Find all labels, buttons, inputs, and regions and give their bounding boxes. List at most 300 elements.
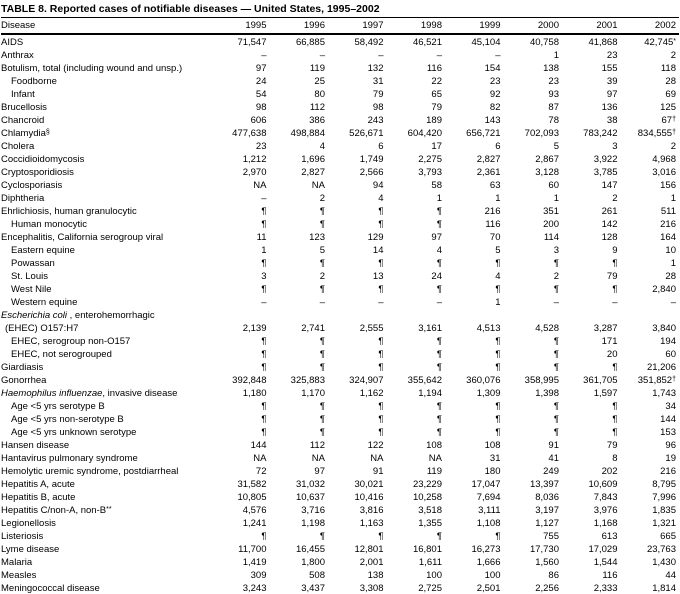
cell-value: 216	[660, 219, 676, 230]
cell-value: 3	[261, 271, 267, 282]
disease-label: Foodborne	[11, 76, 57, 87]
cell-value: ¶	[261, 258, 267, 269]
cell-value: ¶	[319, 531, 325, 542]
disease-label: Western equine	[11, 297, 78, 308]
table-row	[1, 179, 679, 192]
cell-value: 1,108	[476, 518, 501, 529]
cell-value: 7,996	[652, 492, 676, 503]
cell-value: 153	[660, 427, 676, 438]
cell-value: ¶	[319, 206, 325, 217]
cell-value: ¶	[612, 284, 618, 295]
cell-value: –	[612, 297, 618, 308]
cell-value: 613	[601, 531, 618, 542]
cell-value: 10,416	[354, 492, 384, 503]
disease-label: Lyme disease	[1, 544, 60, 555]
table-row	[1, 374, 679, 387]
cell-value: 1,800	[301, 557, 325, 568]
cell-value: 2,566	[359, 167, 384, 178]
diseases-table	[1, 17, 679, 594]
disease-label: St. Louis	[11, 271, 48, 282]
cell-value: 100	[484, 570, 501, 581]
cell-value: 79	[372, 89, 384, 100]
table-row	[1, 75, 679, 88]
cell-value: 44	[665, 570, 676, 581]
disease-label: Giardiasis	[1, 362, 44, 373]
cell-value: 3,111	[478, 505, 501, 516]
cell-value: 1,835	[652, 505, 676, 516]
cell-value: ¶	[553, 401, 559, 412]
cell-value: 116	[485, 219, 501, 230]
cell-value: 17,029	[588, 544, 618, 555]
cell-value: –	[378, 50, 384, 61]
cell-value: 12,801	[354, 544, 384, 555]
table-row	[1, 478, 679, 491]
cell-value: 498,884	[290, 128, 325, 139]
cell-value: ¶	[436, 362, 442, 373]
disease-label: Hantavirus pulmonary syndrome	[1, 453, 138, 464]
cell-value: 180	[484, 466, 501, 477]
cell-value: 1	[670, 258, 676, 269]
cell-value: 3,128	[535, 167, 559, 178]
table-row	[1, 153, 679, 166]
cell-value: ¶	[261, 336, 267, 347]
table-row	[1, 49, 679, 62]
cell-value: 8,036	[535, 492, 559, 503]
cell-value: 98	[372, 102, 384, 113]
cell-value: ¶	[378, 414, 384, 425]
cell-value: 10,805	[237, 492, 267, 503]
cell-value: 45,104	[471, 37, 501, 48]
cell-value: 3,816	[359, 505, 384, 516]
cell-value: 30,021	[354, 479, 384, 490]
cell-value: 1,180	[242, 388, 267, 399]
cell-value: 3,976	[593, 505, 618, 516]
disease-label: Cholera	[1, 141, 35, 152]
col-header-year: 1995	[245, 20, 267, 31]
cell-value: 78	[548, 115, 559, 126]
cell-value: 16,273	[471, 544, 501, 555]
cell-value: 23,229	[412, 479, 442, 490]
cell-value: 7,843	[593, 492, 618, 503]
cell-value: NA	[428, 453, 442, 464]
table-row	[1, 205, 679, 218]
cell-value: 8,795	[652, 479, 676, 490]
cell-value: –	[495, 50, 501, 61]
disease-label: Ehrlichiosis, human granulocytic	[1, 206, 137, 217]
table-row	[1, 257, 679, 270]
cell-value: 1	[495, 193, 501, 204]
cell-value: 144	[660, 414, 676, 425]
cell-value: 3,785	[593, 167, 618, 178]
cell-value: 147	[601, 180, 618, 191]
cell-value: 5	[319, 245, 325, 256]
cell-value: ¶	[261, 414, 267, 425]
cell-value: 24	[431, 271, 442, 282]
cell-value: ¶	[612, 362, 618, 373]
cell-value: ¶	[612, 427, 618, 438]
cell-value: ¶	[378, 219, 384, 230]
cell-value: 23,763	[646, 544, 676, 555]
cell-value: 1,168	[593, 518, 618, 529]
cell-value: 243	[367, 115, 384, 126]
disease-label: EHEC, serogroup non-O157	[11, 336, 131, 347]
cell-value: 1	[261, 245, 267, 256]
cell-value: 3,793	[418, 167, 442, 178]
cell-value: 125	[660, 102, 676, 113]
cell-value: 41,868	[588, 37, 618, 48]
cell-value: 324,907	[349, 375, 384, 386]
cell-value: 526,671	[349, 128, 384, 139]
cell-value: 96	[665, 440, 676, 451]
table-row	[1, 309, 679, 335]
cell-value: 1,309	[476, 388, 501, 399]
cell-value: 138	[367, 570, 384, 581]
cell-value: ¶	[436, 401, 442, 412]
disease-label: Listeriosis	[1, 531, 44, 542]
cell-value: 216	[484, 206, 501, 217]
table-row	[1, 88, 679, 101]
cell-value: –	[319, 50, 325, 61]
cell-value: 93	[548, 89, 559, 100]
disease-label: West Nile	[11, 284, 52, 295]
cell-value: 132	[367, 63, 384, 74]
cell-value: 360,076	[466, 375, 501, 386]
cell-value: 142	[601, 219, 618, 230]
cell-value: ¶	[378, 427, 384, 438]
table-row	[1, 296, 679, 309]
disease-label: Hepatitis A, acute	[1, 479, 75, 490]
cell-value: 41	[548, 453, 559, 464]
cell-value: 86	[548, 570, 559, 581]
cell-value: ¶	[612, 401, 618, 412]
cell-value: 1,743	[652, 388, 676, 399]
cell-value: ¶	[261, 531, 267, 542]
cell-value: ¶	[495, 414, 501, 425]
cell-value: 138	[543, 63, 559, 74]
col-header-disease: Disease	[1, 20, 36, 31]
cell-value: 17,730	[529, 544, 559, 555]
cell-value: 2	[553, 271, 559, 282]
cell-value: 31	[489, 453, 501, 464]
cell-value: 2,275	[418, 154, 442, 165]
table-row	[1, 62, 679, 75]
cell-value: 112	[309, 102, 325, 113]
cell-value: 79	[606, 271, 618, 282]
cell-value: 116	[426, 63, 442, 74]
disease-label: Meningococcal disease	[1, 583, 100, 594]
cell-value: 1,560	[535, 557, 559, 568]
disease-label: Botulism, total (including wound and unsp.)	[1, 63, 183, 74]
cell-value: 87	[548, 102, 559, 113]
cell-value: 171	[601, 336, 618, 347]
cell-value: 1,194	[418, 388, 442, 399]
cell-value: 3,922	[593, 154, 618, 165]
cell-value: 28	[665, 271, 676, 282]
cell-value: 2,333	[593, 583, 618, 594]
table-row	[1, 166, 679, 179]
cell-value: 1,696	[301, 154, 325, 165]
cell-value: 361,705	[583, 375, 618, 386]
cell-value: 20	[606, 349, 618, 360]
cell-value: 28	[665, 76, 676, 87]
disease-label: Anthrax	[1, 50, 34, 61]
table-row	[1, 504, 679, 517]
disease-label: Malaria	[1, 557, 33, 568]
cell-value: 63	[489, 180, 501, 191]
cell-value: 11,700	[238, 544, 267, 555]
cell-value: ¶	[378, 531, 384, 542]
cell-value: 119	[309, 63, 325, 74]
cell-value: ¶	[495, 427, 501, 438]
cell-value: 10,258	[412, 492, 442, 503]
cell-value: ¶	[553, 284, 559, 295]
table-row	[1, 335, 679, 348]
disease-label: AIDS	[1, 37, 24, 48]
cell-value: 24	[255, 76, 267, 87]
cell-value: –	[261, 193, 267, 204]
disease-label: Hemolytic uremic syndrome, postdiarrheal	[1, 466, 179, 477]
cell-value: ¶	[612, 414, 618, 425]
cell-value: 97	[606, 89, 618, 100]
cell-value: 2,361	[476, 167, 501, 178]
cell-value: –	[378, 297, 384, 308]
cell-value: 2,827	[301, 167, 325, 178]
table-row	[1, 283, 679, 296]
cell-value: 67†	[661, 115, 676, 126]
table-row	[1, 452, 679, 465]
cell-value: ¶	[261, 362, 267, 373]
cell-value: 2	[670, 50, 676, 61]
cell-value: 98	[255, 102, 267, 113]
cell-value: 23	[489, 76, 501, 87]
col-header-year: 2002	[654, 20, 676, 31]
cell-value: 202	[601, 466, 618, 477]
cell-value: 3	[612, 141, 618, 152]
col-header-year: 1998	[420, 20, 442, 31]
cell-value: 1,430	[652, 557, 676, 568]
cell-value: 58	[431, 180, 442, 191]
cell-value: 508	[309, 570, 325, 581]
cell-value: 3,518	[418, 505, 442, 516]
cell-value: 200	[543, 219, 559, 230]
cell-value: 386	[309, 115, 325, 126]
cell-value: 16,801	[412, 544, 442, 555]
cell-value: 3	[553, 245, 559, 256]
cell-value: 108	[484, 440, 501, 451]
table-row	[1, 400, 679, 413]
cell-value: 17	[431, 141, 442, 152]
cell-value: 6	[378, 141, 384, 152]
header-row	[1, 18, 679, 35]
cell-value: 2,867	[535, 154, 559, 165]
cell-value: 156	[660, 180, 676, 191]
cell-value: ¶	[436, 258, 442, 269]
table-row	[1, 582, 679, 594]
cell-value: 392,848	[232, 375, 267, 386]
table-head	[1, 18, 679, 35]
cell-value: 143	[484, 115, 501, 126]
cell-value: –	[436, 50, 442, 61]
table-row	[1, 101, 679, 114]
cell-value: 1,321	[652, 518, 676, 529]
table-row	[1, 361, 679, 374]
disease-label: Legionellosis	[1, 518, 56, 529]
cell-value: NA	[311, 453, 325, 464]
cell-value: ¶	[495, 362, 501, 373]
cell-value: 16,455	[295, 544, 325, 555]
col-header-year: 1999	[479, 20, 501, 31]
cell-value: 1,611	[418, 557, 442, 568]
disease-label: Cryptosporidiosis	[1, 167, 74, 178]
cell-value: ¶	[436, 206, 442, 217]
cell-value: ¶	[495, 531, 501, 542]
cell-value: ¶	[378, 336, 384, 347]
cell-value: 1,163	[359, 518, 384, 529]
cell-value: 31,582	[237, 479, 267, 490]
cell-value: ¶	[495, 258, 501, 269]
cell-value: ¶	[436, 531, 442, 542]
table-row	[1, 465, 679, 478]
cell-value: 31,032	[295, 479, 325, 490]
cell-value: 1,170	[301, 388, 325, 399]
table-row	[1, 569, 679, 582]
cell-value: 1	[495, 297, 501, 308]
col-header-year: 1997	[362, 20, 384, 31]
cell-value: 4	[378, 193, 384, 204]
cell-value: 4,528	[535, 323, 559, 334]
cell-value: NA	[370, 453, 384, 464]
cell-value: ¶	[319, 401, 325, 412]
table-row	[1, 556, 679, 569]
cell-value: 1,749	[359, 154, 384, 165]
disease-label: Hepatitis B, acute	[1, 492, 76, 503]
cell-value: 1,212	[242, 154, 267, 165]
cell-value: 91	[548, 440, 559, 451]
cell-value: 325,883	[290, 375, 325, 386]
cell-value: 4	[436, 245, 442, 256]
cell-value: 1	[553, 193, 559, 204]
cell-value: 10,609	[588, 479, 618, 490]
table-row	[1, 218, 679, 231]
cell-value: 23	[606, 50, 618, 61]
cell-value: ¶	[553, 336, 559, 347]
cell-value: 3,437	[301, 583, 325, 594]
table-row	[1, 114, 679, 127]
cell-value: 5	[553, 141, 559, 152]
cell-value: ¶	[261, 427, 267, 438]
disease-label: Escherichia coli , enterohemorrhagic (EHEC) O157:H7	[1, 310, 155, 334]
cell-value: ¶	[261, 349, 267, 360]
cell-value: 60	[665, 349, 676, 360]
cell-value: 128	[601, 232, 618, 243]
cell-value: ¶	[378, 258, 384, 269]
cell-value: 656,721	[466, 128, 501, 139]
cell-value: ¶	[612, 258, 618, 269]
cell-value: 23	[548, 76, 559, 87]
cell-value: 1,666	[476, 557, 501, 568]
cell-value: –	[261, 297, 267, 308]
cell-value: 1,544	[593, 557, 618, 568]
cell-value: ¶	[553, 349, 559, 360]
cell-value: 9	[612, 245, 618, 256]
cell-value: 2,827	[476, 154, 501, 165]
cell-value: 65	[431, 89, 442, 100]
cell-value: 3,243	[242, 583, 267, 594]
cell-value: ¶	[436, 349, 442, 360]
cell-value: 42,745*	[644, 37, 676, 48]
cell-value: 755	[543, 531, 559, 542]
disease-label: Diphtheria	[1, 193, 45, 204]
cell-value: ¶	[261, 401, 267, 412]
cell-value: ¶	[319, 427, 325, 438]
table-row	[1, 192, 679, 205]
cell-value: –	[670, 297, 676, 308]
cell-value: ¶	[553, 427, 559, 438]
cell-value: 112	[309, 440, 325, 451]
table-row	[1, 517, 679, 530]
cell-value: 351,852†	[637, 375, 676, 386]
cell-value: ¶	[495, 349, 501, 360]
cell-value: 2	[319, 271, 325, 282]
cell-value: 3,161	[418, 323, 442, 334]
cell-value: 834,555†	[637, 128, 676, 139]
table-row	[1, 387, 679, 400]
cell-value: ¶	[319, 349, 325, 360]
table-row	[1, 530, 679, 543]
cell-value: 2,840	[652, 284, 676, 295]
cell-value: –	[261, 50, 267, 61]
disease-label: EHEC, not serogrouped	[11, 349, 112, 360]
table-row	[1, 348, 679, 361]
cell-value: 6	[495, 141, 501, 152]
cell-value: 3,016	[652, 167, 676, 178]
cell-value: 2	[612, 193, 618, 204]
cell-value: ¶	[261, 284, 267, 295]
cell-value: 2,741	[301, 323, 325, 334]
cell-value: 144	[250, 440, 267, 451]
cell-value: 60	[548, 180, 559, 191]
cell-value: 38	[606, 115, 618, 126]
disease-label: Hansen disease	[1, 440, 70, 451]
col-header-year: 2001	[596, 20, 618, 31]
table-row	[1, 127, 679, 140]
cell-value: 1,355	[418, 518, 442, 529]
table-title: TABLE 8. Reported cases of notifiable diseases — United States, 1995–2002	[1, 3, 380, 15]
cell-value: 91	[372, 466, 384, 477]
cell-value: 7,694	[476, 492, 501, 503]
table-row	[1, 413, 679, 426]
cell-value: 92	[489, 89, 501, 100]
cell-value: 2,001	[359, 557, 384, 568]
disease-label: Gonorrhea	[1, 375, 47, 386]
cell-value: 13	[372, 271, 384, 282]
cell-value: 2,970	[242, 167, 267, 178]
cell-value: ¶	[378, 206, 384, 217]
cell-value: ¶	[436, 219, 442, 230]
cell-value: 122	[367, 440, 384, 451]
cell-value: 2,555	[359, 323, 384, 334]
cell-value: 4	[495, 271, 501, 282]
cell-value: 10	[665, 245, 676, 256]
cell-value: 1,814	[652, 583, 676, 594]
cell-value: –	[319, 297, 325, 308]
cell-value: 34	[665, 401, 676, 412]
cell-value: 66,885	[295, 37, 325, 48]
cell-value: 189	[426, 115, 442, 126]
cell-value: 22	[431, 76, 442, 87]
cell-value: 129	[367, 232, 384, 243]
cell-value: ¶	[553, 414, 559, 425]
